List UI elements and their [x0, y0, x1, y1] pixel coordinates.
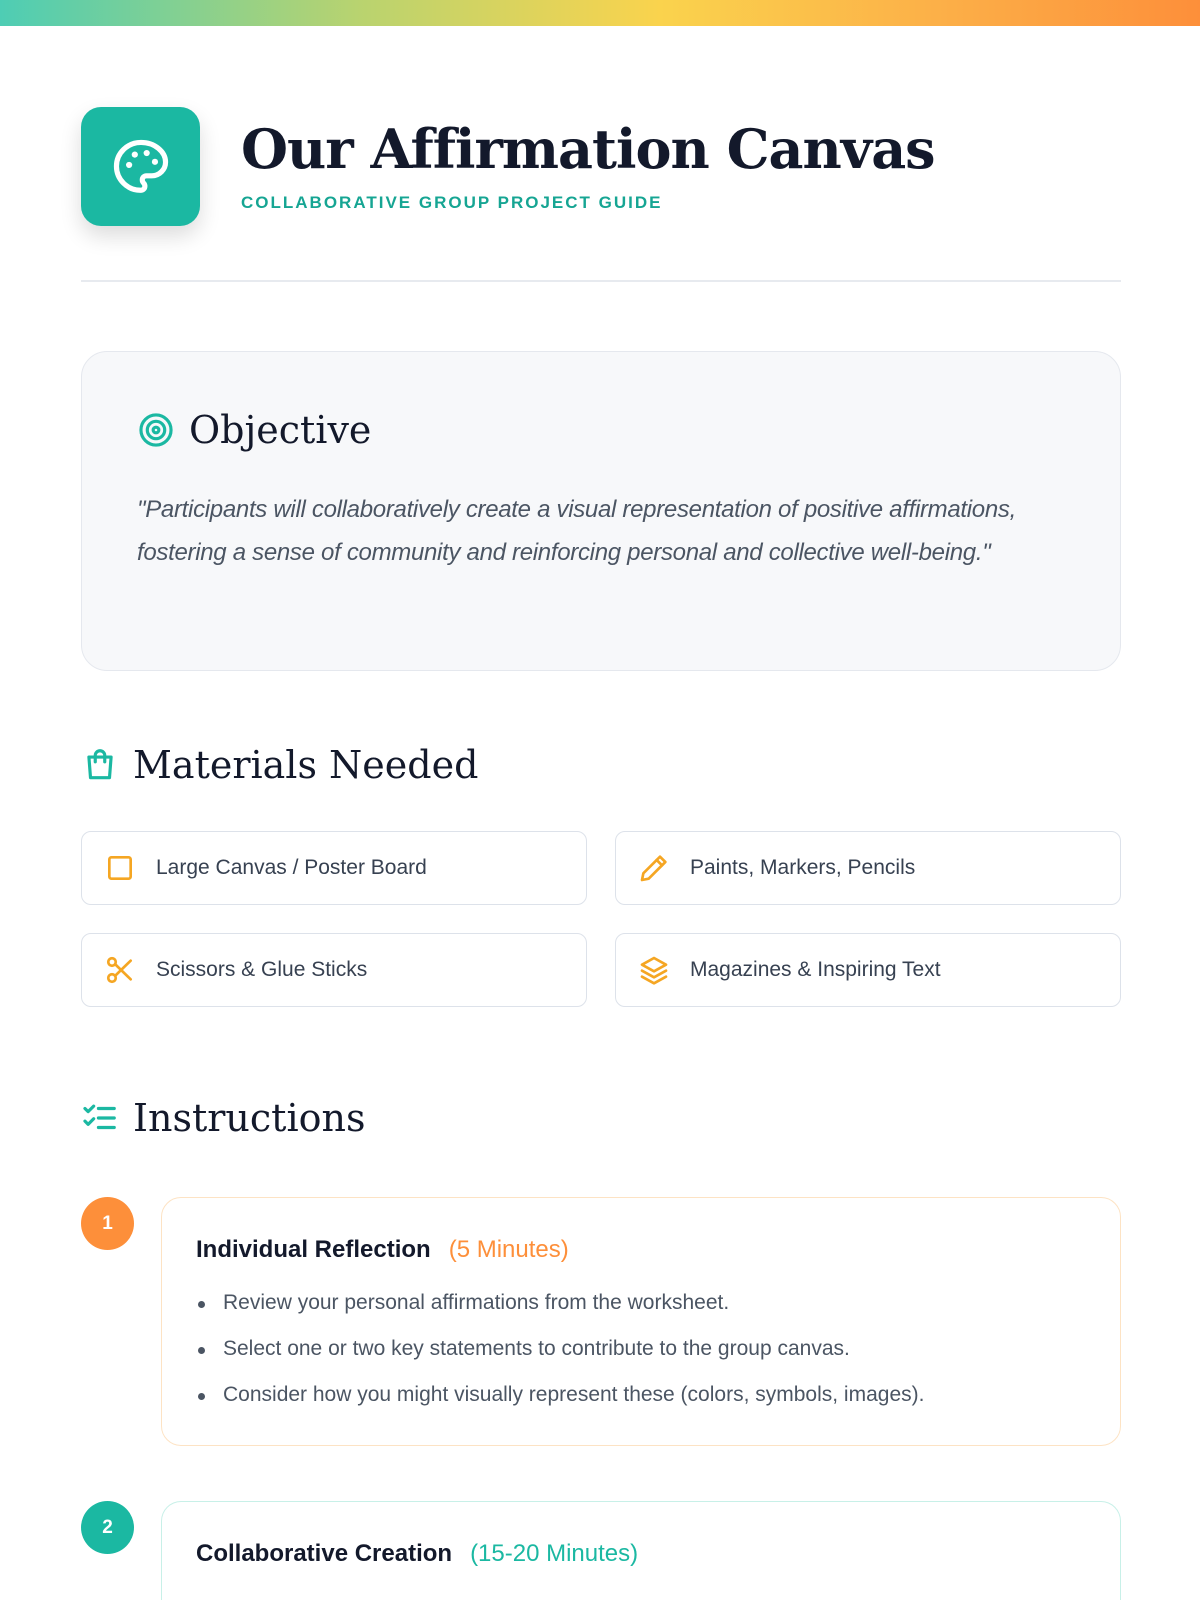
list-item: Consider how you might visually represent these (colors, symbols, images).	[196, 1372, 1086, 1418]
step-card	[161, 1501, 1121, 1600]
materials-list	[81, 831, 1121, 1007]
materials-title: Materials Needed	[133, 743, 479, 787]
page-header	[81, 107, 1121, 227]
material-item-scissors	[81, 933, 587, 1007]
layers-icon	[638, 954, 670, 986]
pencil-icon	[638, 852, 670, 884]
square-icon	[104, 852, 136, 884]
header-divider	[81, 280, 1121, 282]
material-item-paints	[615, 831, 1121, 905]
page-subtitle: COLLABORATIVE GROUP PROJECT GUIDE	[241, 193, 663, 212]
material-label: Magazines & Inspiring Text	[690, 958, 941, 981]
step-title: Collaborative Creation	[196, 1540, 453, 1567]
step-duration: (5 Minutes)	[448, 1236, 569, 1263]
material-label: Paints, Markers, Pencils	[690, 856, 916, 879]
step-title: Individual Reflection	[196, 1236, 431, 1263]
step-bullet-list	[196, 1280, 1086, 1418]
top-gradient-bar	[0, 0, 1200, 26]
material-label: Scissors & Glue Sticks	[156, 958, 368, 981]
materials-heading	[81, 743, 478, 787]
material-item-magazines	[615, 933, 1121, 1007]
step-duration: (15-20 Minutes)	[470, 1540, 639, 1567]
material-item-canvas	[81, 831, 587, 905]
logo-tile	[81, 107, 200, 226]
instructions-title: Instructions	[133, 1096, 366, 1140]
step-heading	[196, 1540, 1086, 1568]
shopping-bag-icon	[81, 746, 119, 784]
objective-title: Objective	[189, 408, 372, 452]
step-number-badge: 1	[81, 1197, 134, 1250]
instructions-heading	[81, 1096, 365, 1140]
objective-text: "Participants will collaboratively create a visual representation of positive affirmations, fostering a sense of community and reinforcing personal and collective well-being."	[137, 496, 1016, 566]
step-card	[161, 1197, 1121, 1446]
checklist-icon	[81, 1099, 119, 1137]
target-icon	[137, 411, 175, 449]
objective-heading	[137, 408, 371, 452]
step-number-badge: 2	[81, 1501, 134, 1554]
scissors-icon	[104, 954, 136, 986]
objective-card	[81, 351, 1121, 671]
palette-icon	[110, 136, 172, 198]
list-item: Select one or two key statements to contribute to the group canvas.	[196, 1326, 1086, 1372]
page-title: Our Affirmation Canvas	[241, 117, 935, 181]
material-label: Large Canvas / Poster Board	[156, 856, 427, 879]
list-item: Review your personal affirmations from the worksheet.	[196, 1280, 1086, 1326]
step-heading	[196, 1236, 1086, 1264]
